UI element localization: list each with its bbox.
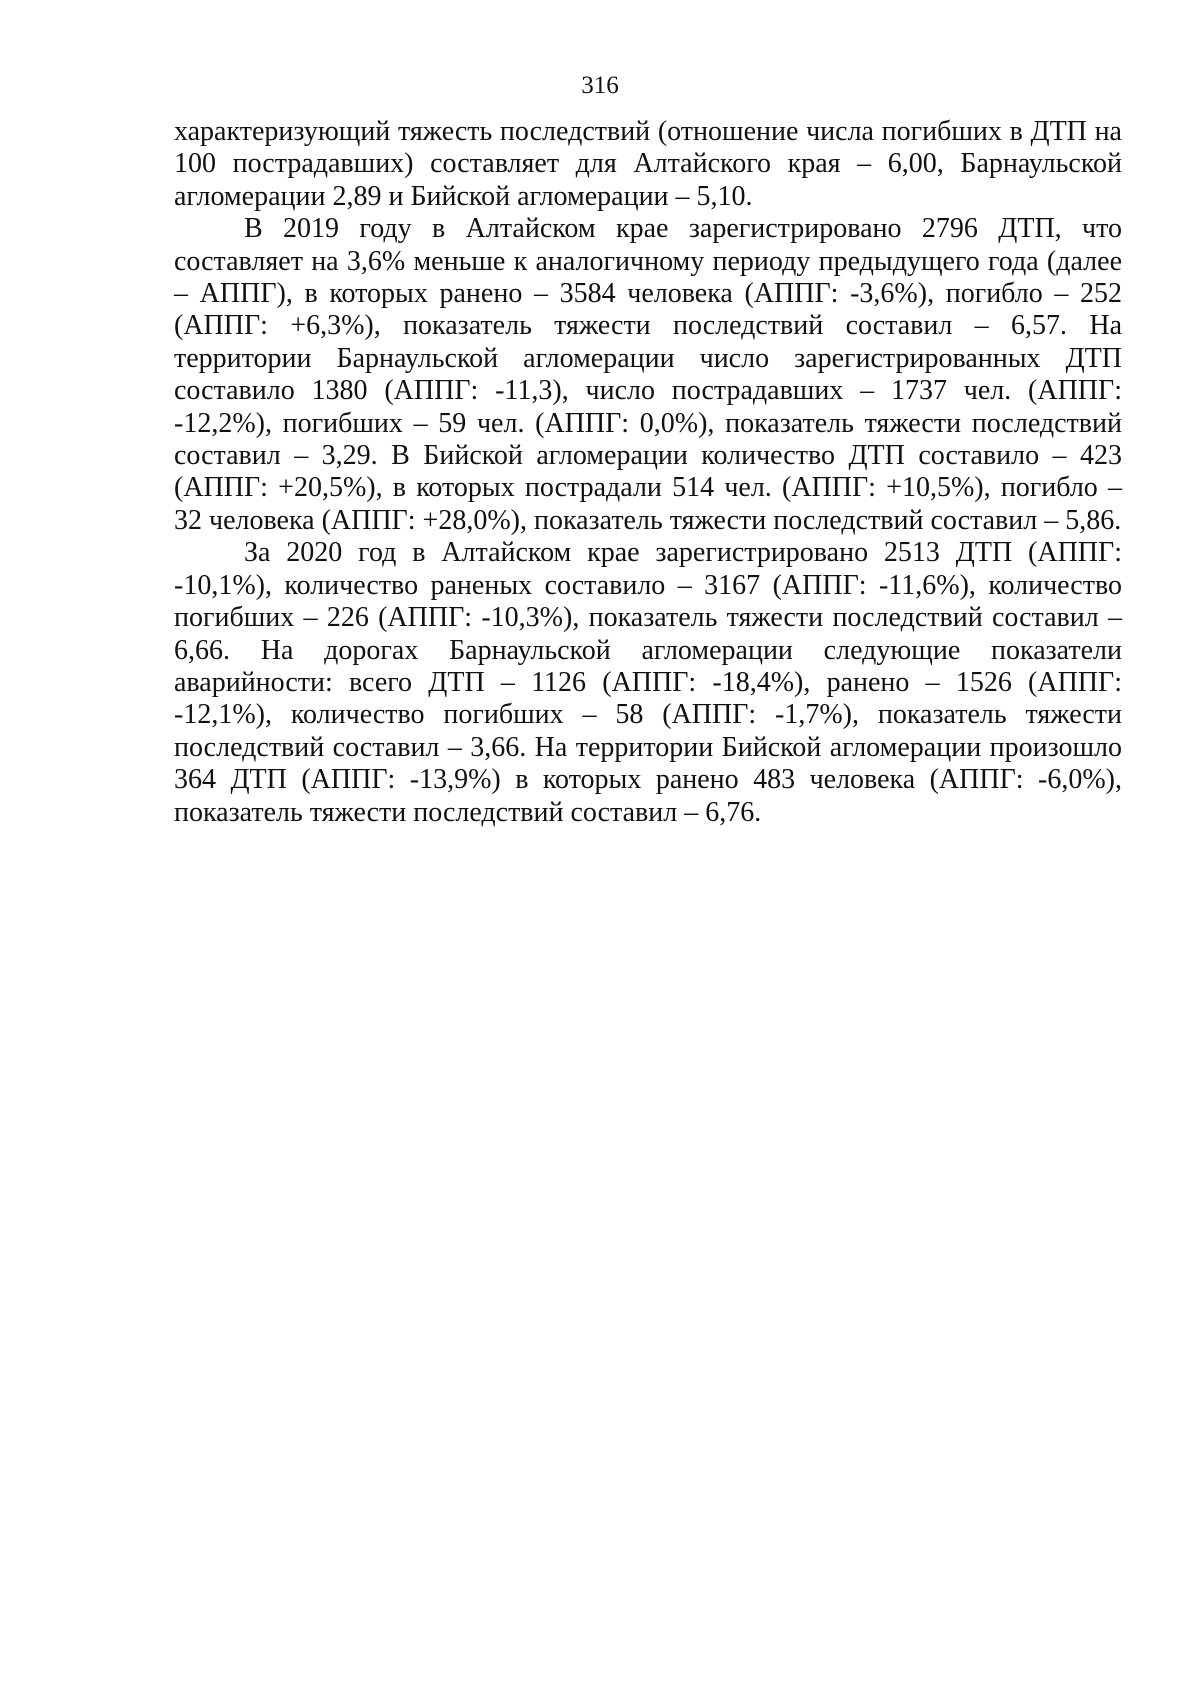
paragraph-continuation: характеризующий тяжесть последствий (отношение числа погибших в ДТП на 100 пострадавших) составляет для Алтайского края – 6,00, Барнаульской агломерации 2,89 и Бийской агломерации – 5,10. xyxy=(174,116,1122,212)
page-number: 316 xyxy=(581,72,619,99)
paragraph-2019-statistics: В 2019 году в Алтайском крае зарегистрировано 2796 ДТП, что составляет на 3,6% меньше к аналогичному периоду предыдущего года (далее – АППГ), в которых ранено – 3584 человека (АППГ: -3,6%), погибло – 252 (АППГ: +6,3%), показатель тяжести последствий составил – 6,57. На территории Барнаульской агломерации число зарегистрированных ДТП составило 1380 (АППГ: -11,3), число пострадавших – 1737 чел. (АППГ: -12,2%), погибших – 59 чел. (АППГ: 0,0%), показатель тяжести последствий составил – 3,29. В Бийской агломерации количество ДТП составило – 423 (АППГ: +20,5%), в которых пострадали 514 чел. (АППГ: +10,5%), погибло – 32 человека (АППГ: +28,0%), показатель тяжести последствий составил – 5,86. xyxy=(174,213,1122,536)
paragraph-2020-statistics: За 2020 год в Алтайском крае зарегистрировано 2513 ДТП (АППГ: -10,1%), количество раненых составило – 3167 (АППГ: -11,6%), количество погибших – 226 (АППГ: -10,3%), показатель тяжести последствий составил – 6,66. На дорогах Барнаульской агломерации следующие показатели аварийности: всего ДТП – 1126 (АППГ: -18,4%), ранено – 1526 (АППГ: -12,1%), количество погибших – 58 (АППГ: -1,7%), показатель тяжести последствий составил – 3,66. На территории Бийской агломерации произошло 364 ДТП (АППГ: -13,9%) в которых ранено 483 человека (АППГ: -6,0%), показатель тяжести последствий составил – 6,76. xyxy=(174,537,1122,828)
body-text xyxy=(174,116,1122,829)
